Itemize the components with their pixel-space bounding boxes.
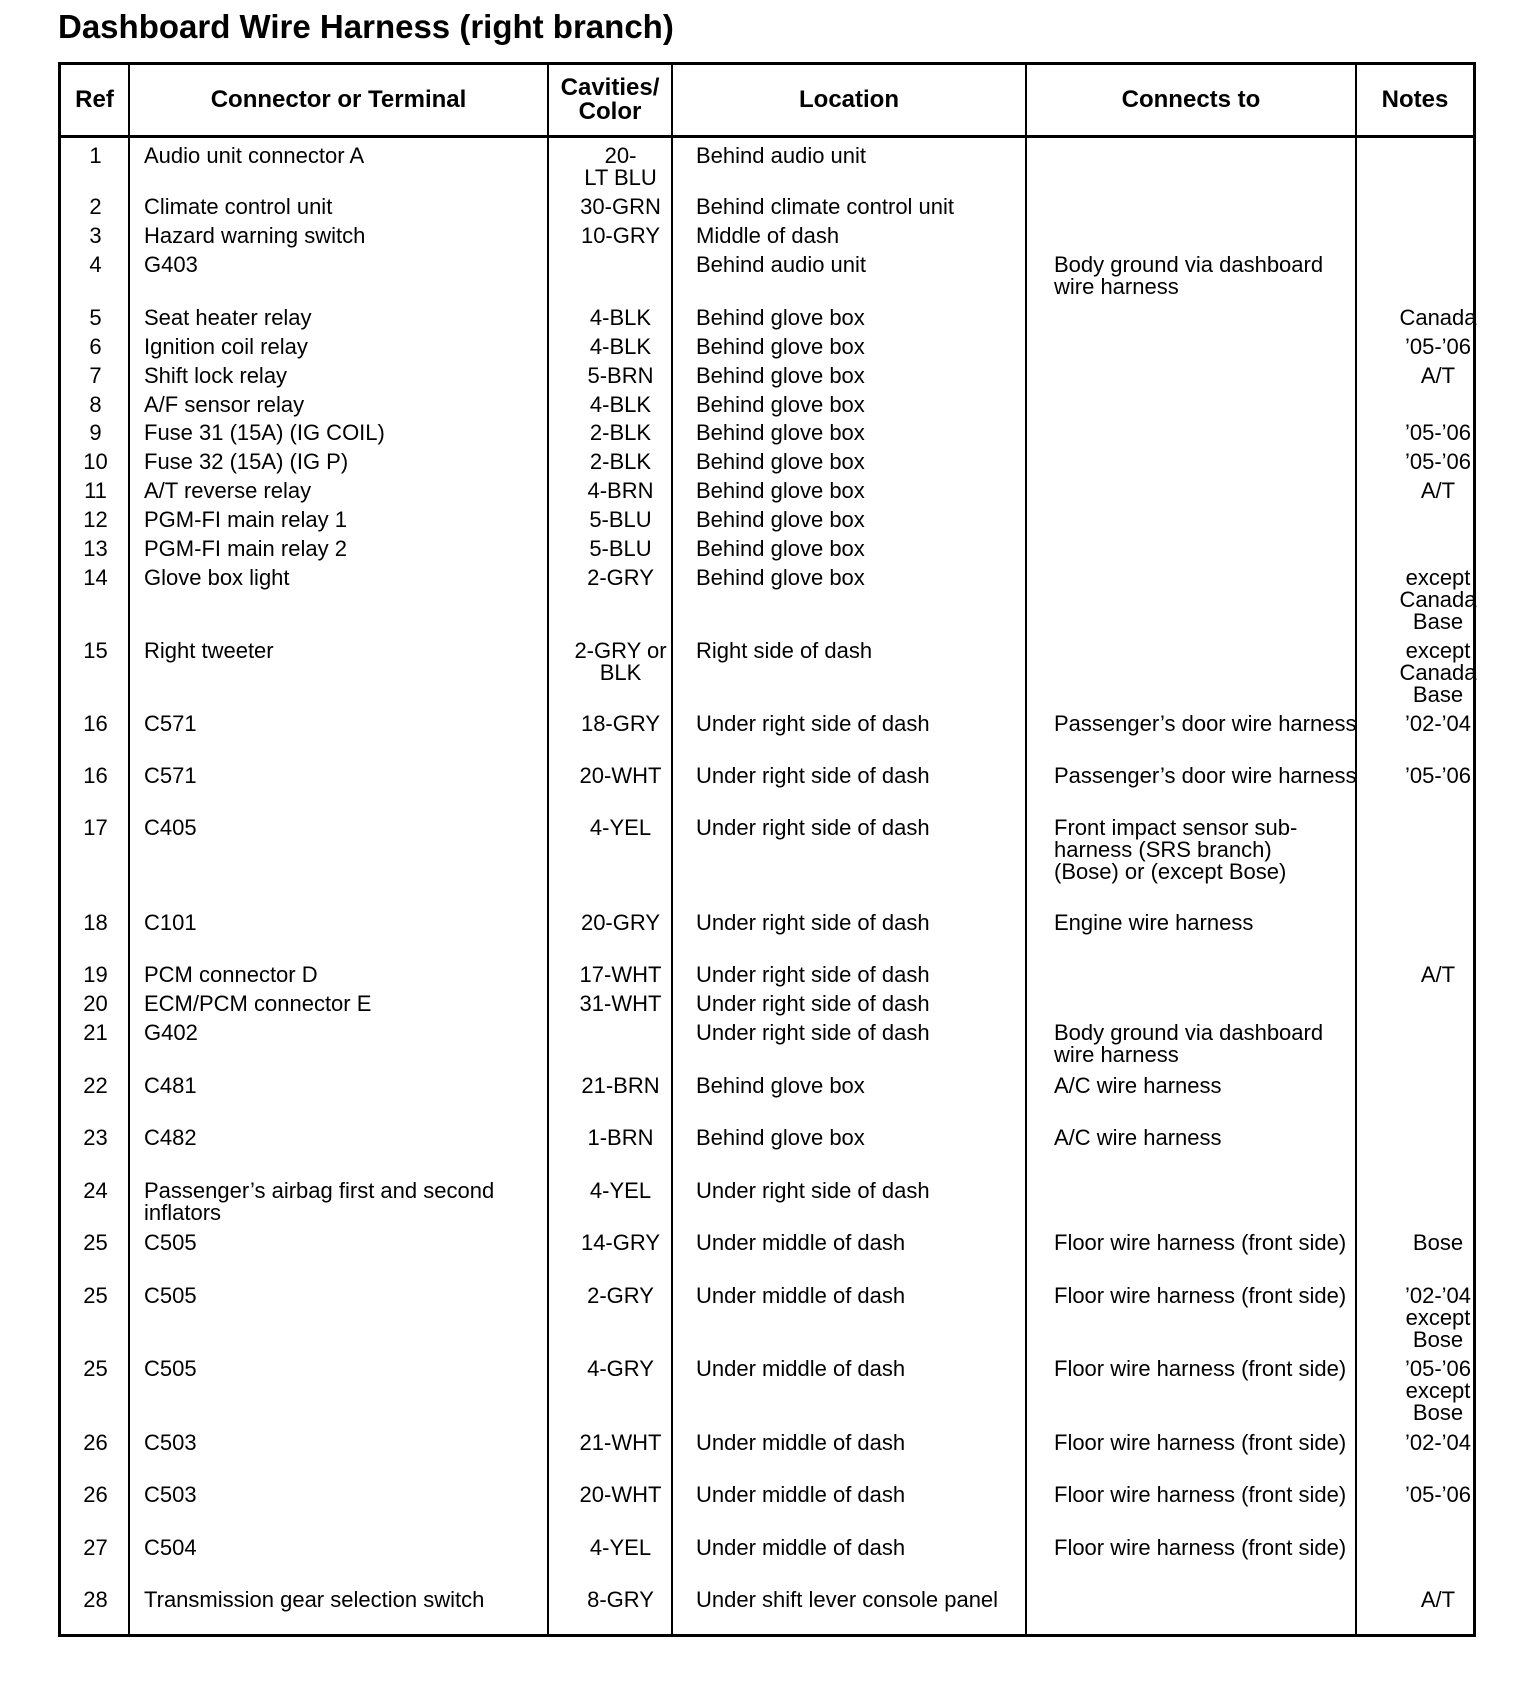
row-connector: C503 (144, 1482, 197, 1507)
row-connector: C405 (144, 815, 197, 840)
row-connector: Transmission gear selection switch (144, 1587, 485, 1612)
row-cavities: 5-BRN (587, 363, 654, 388)
row-location: Behind glove box (696, 334, 865, 359)
row-ref: 27 (83, 1535, 108, 1560)
row-ref: 23 (83, 1125, 108, 1150)
row-location: Under right side of dash (696, 763, 930, 788)
table-row (61, 1283, 1473, 1352)
row-notes: A/T (1420, 1587, 1456, 1612)
row-connects-to: Body ground via dashboard wire harness (1054, 252, 1324, 299)
row-connector: Hazard warning switch (144, 223, 366, 248)
row-location: Under right side of dash (696, 910, 930, 935)
row-ref: 10 (83, 449, 108, 474)
row-location: Under right side of dash (696, 1178, 930, 1203)
row-connector: C571 (144, 711, 197, 736)
row-connects-to: Floor wire harness (front side) (1054, 1283, 1347, 1308)
row-connects-to: A/C wire harness (1054, 1073, 1222, 1098)
row-notes: A/T (1420, 363, 1456, 388)
row-ref: 7 (89, 363, 102, 388)
row-location: Under middle of dash (696, 1230, 906, 1255)
row-location: Behind glove box (696, 305, 865, 330)
row-connector: Climate control unit (144, 194, 333, 219)
row-notes: A/T (1420, 478, 1456, 503)
row-location: Under right side of dash (696, 711, 930, 736)
row-cavities: 2-BLK (589, 420, 652, 445)
row-ref: 20 (83, 991, 108, 1016)
row-cavities: 5-BLU (589, 507, 652, 532)
row-connects-to: Floor wire harness (front side) (1054, 1356, 1347, 1381)
row-connector: C482 (144, 1125, 197, 1150)
row-connects-to: Floor wire harness (front side) (1054, 1535, 1347, 1560)
row-location: Behind glove box (696, 1125, 865, 1150)
row-ref: 5 (89, 305, 102, 330)
row-cavities: 4-BLK (589, 334, 652, 359)
row-location: Middle of dash (696, 223, 840, 248)
row-notes: ’05-’06 (1404, 449, 1472, 474)
row-notes: ’05-’06 except Bose (1404, 1356, 1472, 1425)
row-location: Under right side of dash (696, 991, 930, 1016)
row-ref: 19 (83, 962, 108, 987)
row-location: Under middle of dash (696, 1283, 906, 1308)
row-notes: except Canada Base (1399, 638, 1477, 707)
header-cavities: Cavities/ Color (560, 74, 660, 125)
row-ref: 13 (83, 536, 108, 561)
row-cavities: 4-GRY (587, 1356, 654, 1381)
row-notes: ’05-’06 (1404, 1482, 1472, 1507)
row-cavities: 1-BRN (587, 1125, 654, 1150)
row-ref: 14 (83, 565, 108, 590)
row-connector: C504 (144, 1535, 197, 1560)
row-connects-to: Passenger’s door wire harness (1054, 711, 1357, 736)
row-cavities: 2-GRY or BLK (574, 638, 667, 685)
row-connector: G402 (144, 1020, 198, 1045)
row-connector: Right tweeter (144, 638, 274, 663)
wire-harness-table (58, 62, 1476, 1637)
row-cavities: 8-GRY (587, 1587, 654, 1612)
row-location: Behind glove box (696, 507, 865, 532)
row-ref: 18 (83, 910, 108, 935)
row-location: Behind glove box (696, 363, 865, 388)
row-cavities: 20-WHT (579, 1482, 662, 1507)
row-ref: 8 (89, 392, 102, 417)
table-row (61, 638, 1477, 707)
row-location: Behind glove box (696, 536, 865, 561)
row-cavities: 21-BRN (581, 1073, 660, 1098)
row-cavities: 30-GRN (580, 194, 661, 219)
row-ref: 16 (83, 763, 108, 788)
row-connector: C505 (144, 1230, 197, 1255)
row-ref: 1 (89, 143, 102, 168)
row-location: Behind glove box (696, 392, 865, 417)
row-cavities: 20-WHT (579, 763, 662, 788)
row-location: Under middle of dash (696, 1482, 906, 1507)
row-location: Behind glove box (696, 478, 865, 503)
row-location: Behind audio unit (696, 143, 867, 168)
row-ref: 4 (89, 252, 102, 277)
row-ref: 9 (89, 420, 102, 445)
row-connects-to: A/C wire harness (1054, 1125, 1222, 1150)
row-cavities: 2-GRY (587, 565, 654, 590)
row-cavities: 31-WHT (579, 991, 662, 1016)
row-ref: 24 (83, 1178, 108, 1203)
row-notes: ’02-’04 (1404, 711, 1472, 736)
table-row (61, 1356, 1473, 1425)
row-cavities: 4-BLK (589, 392, 652, 417)
header-connects-to: Connects to (1121, 86, 1261, 113)
row-connector: C101 (144, 910, 197, 935)
row-cavities: 4-BLK (589, 305, 652, 330)
row-notes: ’05-’06 (1404, 420, 1472, 445)
row-location: Under shift lever console panel (696, 1587, 999, 1612)
row-location: Behind glove box (696, 420, 865, 445)
row-connector: Seat heater relay (144, 305, 312, 330)
header-divider (61, 135, 1473, 138)
row-location: Behind glove box (696, 565, 865, 590)
row-ref: 25 (83, 1230, 108, 1255)
row-cavities: 20- LT BLU (584, 143, 657, 190)
row-notes: ’05-’06 (1404, 763, 1472, 788)
row-location: Under right side of dash (696, 815, 930, 840)
row-connector: PGM-FI main relay 2 (144, 536, 347, 561)
row-location: Right side of dash (696, 638, 873, 663)
row-location: Under right side of dash (696, 962, 930, 987)
row-connector: C505 (144, 1356, 197, 1381)
row-connects-to: Passenger’s door wire harness (1054, 763, 1357, 788)
row-connector: Shift lock relay (144, 363, 288, 388)
row-ref: 3 (89, 223, 102, 248)
row-cavities: 20-GRY (580, 910, 661, 935)
row-connector: Fuse 32 (15A) (IG P) (144, 449, 349, 474)
table-row (61, 1589, 1473, 1649)
row-connector: PGM-FI main relay 1 (144, 507, 347, 532)
row-cavities: 2-GRY (587, 1283, 654, 1308)
table-row (61, 565, 1477, 634)
table-row (61, 815, 1473, 884)
row-cavities: 5-BLU (589, 536, 652, 561)
row-location: Behind climate control unit (696, 194, 955, 219)
row-connector: Glove box light (144, 565, 290, 590)
row-notes: ’05-’06 (1404, 334, 1472, 359)
row-connector: C571 (144, 763, 197, 788)
row-notes: Canada (1399, 305, 1477, 330)
row-connector: Fuse 31 (15A) (IG COIL) (144, 420, 385, 445)
row-location: Under middle of dash (696, 1535, 906, 1560)
row-connector: C505 (144, 1283, 197, 1308)
row-cavities: 21-WHT (579, 1430, 662, 1455)
row-ref: 2 (89, 194, 102, 219)
row-connector: C481 (144, 1073, 197, 1098)
row-cavities: 18-GRY (580, 711, 661, 736)
row-connector: G403 (144, 252, 198, 277)
row-connects-to: Floor wire harness (front side) (1054, 1430, 1347, 1455)
row-cavities: 4-YEL (589, 1535, 652, 1560)
row-cavities: 4-YEL (589, 815, 652, 840)
header-notes: Notes (1381, 86, 1449, 113)
row-connector: A/F sensor relay (144, 392, 305, 417)
row-cavities: 4-YEL (589, 1178, 652, 1203)
row-notes: ’02-’04 except Bose (1404, 1283, 1472, 1352)
row-connector: Passenger’s airbag first and second inflators (144, 1178, 495, 1225)
row-connects-to: Floor wire harness (front side) (1054, 1482, 1347, 1507)
header-location: Location (799, 86, 899, 113)
row-ref: 21 (83, 1020, 108, 1045)
row-connects-to: Engine wire harness (1054, 910, 1254, 935)
row-ref: 6 (89, 334, 102, 359)
row-notes: ’02-’04 (1404, 1430, 1472, 1455)
row-connects-to: Body ground via dashboard wire harness (1054, 1020, 1324, 1067)
row-location: Under middle of dash (696, 1356, 906, 1381)
row-connector: A/T reverse relay (144, 478, 312, 503)
row-location: Under right side of dash (696, 1020, 930, 1045)
row-ref: 28 (83, 1587, 108, 1612)
page-title: Dashboard Wire Harness (right branch) (58, 8, 674, 45)
row-connector: C503 (144, 1430, 197, 1455)
row-ref: 11 (84, 478, 107, 503)
row-connector: Audio unit connector A (144, 143, 365, 168)
row-notes: A/T (1420, 962, 1456, 987)
row-connector: Ignition coil relay (144, 334, 308, 359)
row-ref: 17 (83, 815, 108, 840)
row-cavities: 2-BLK (589, 449, 652, 474)
row-notes: except Canada Base (1399, 565, 1477, 634)
row-cavities: 10-GRY (580, 223, 661, 248)
header-ref: Ref (75, 86, 114, 113)
row-connects-to: Front impact sensor sub- harness (SRS branch) (Bose) or (except Bose) (1054, 815, 1298, 884)
row-connects-to: Floor wire harness (front side) (1054, 1230, 1347, 1255)
row-cavities: 17-WHT (579, 962, 662, 987)
row-cavities: 4-BRN (587, 478, 654, 503)
row-location: Behind audio unit (696, 252, 867, 277)
row-ref: 26 (83, 1430, 108, 1455)
row-ref: 22 (83, 1073, 108, 1098)
row-location: Under middle of dash (696, 1430, 906, 1455)
header-connector: Connector or Terminal (210, 86, 467, 113)
row-ref: 25 (83, 1356, 108, 1381)
row-location: Behind glove box (696, 1073, 865, 1098)
row-ref: 26 (83, 1482, 108, 1507)
row-connector: PCM connector D (144, 962, 318, 987)
row-ref: 25 (83, 1283, 108, 1308)
row-ref: 16 (83, 711, 108, 736)
row-notes: Bose (1412, 1230, 1464, 1255)
row-ref: 12 (83, 507, 108, 532)
row-ref: 15 (83, 638, 108, 663)
row-connector: ECM/PCM connector E (144, 991, 372, 1016)
row-location: Behind glove box (696, 449, 865, 474)
row-cavities: 14-GRY (580, 1230, 661, 1255)
